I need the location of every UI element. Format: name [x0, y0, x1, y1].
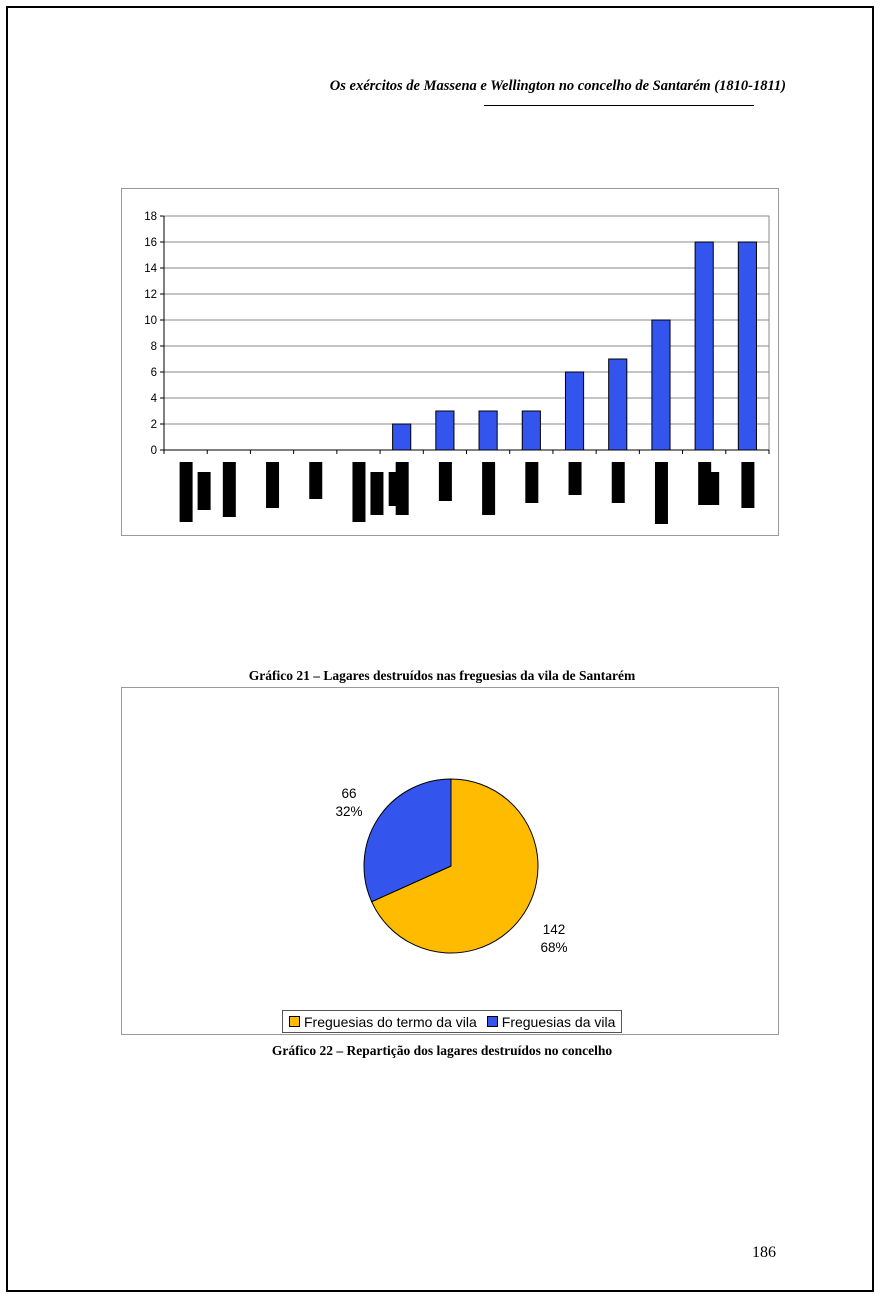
slice-percent-label: 68%: [540, 940, 568, 955]
y-tick-label: 0: [150, 445, 157, 457]
redacted-category-label: [439, 462, 452, 501]
document-page: [6, 6, 874, 1292]
bar: [609, 359, 627, 450]
slice-percent-label: 32%: [335, 804, 363, 819]
legend-label-vila: Freguesias da vila: [501, 1013, 616, 1030]
caption-chart-21: Gráfico 21 – Lagares destruídos nas freguesias da vila de Santarém: [248, 668, 636, 683]
slice-value-label: 142: [542, 922, 566, 937]
page-number: 186: [752, 1244, 776, 1261]
redacted-category-label: [370, 472, 383, 515]
legend-entry-vila: [487, 1014, 616, 1030]
bar: [522, 411, 540, 450]
bar: [565, 372, 583, 450]
caption-chart-22: Gráfico 22 – Repartição dos lagares destruídos no concelho: [271, 1043, 613, 1058]
redacted-category-label: [706, 472, 719, 505]
y-tick-label: 4: [150, 393, 157, 405]
y-tick-label: 2: [150, 419, 157, 431]
legend-swatch-termo: [289, 1016, 300, 1027]
redacted-category-label: [309, 462, 322, 499]
redacted-category-label: [223, 462, 236, 517]
y-tick-label: 8: [150, 341, 157, 353]
bar: [738, 242, 756, 450]
bar: [479, 411, 497, 450]
plot-area: [164, 216, 769, 450]
header-rule: [484, 105, 754, 106]
pie-chart-frame: [121, 687, 779, 1035]
redacted-category-label: [741, 462, 754, 508]
bar: [652, 320, 670, 450]
redacted-category-label: [525, 462, 538, 503]
pie-chart: [122, 688, 778, 1034]
bar: [436, 411, 454, 450]
bar: [695, 242, 713, 450]
redacted-category-label: [198, 472, 211, 510]
redacted-category-label: [266, 462, 279, 508]
legend-swatch-vila: [487, 1016, 498, 1027]
redacted-category-label: [569, 462, 582, 495]
pie-legend: [282, 1010, 622, 1033]
y-tick-label: 6: [150, 367, 157, 379]
redacted-category-label: [655, 462, 668, 524]
redacted-category-label: [180, 462, 193, 522]
bar-chart: [122, 189, 778, 535]
bar-chart-frame: [121, 188, 779, 536]
running-header: Os exércitos de Massena e Wellington no concelho de Santarém (1810-1811): [329, 78, 786, 94]
redacted-category-label: [389, 472, 402, 506]
redacted-category-label: [612, 462, 625, 503]
slice-value-label: 66: [341, 786, 357, 801]
y-tick-label: 18: [144, 211, 157, 223]
y-tick-label: 10: [144, 315, 157, 327]
redacted-category-label: [352, 462, 365, 522]
y-tick-label: 16: [144, 237, 157, 249]
y-tick-label: 12: [144, 289, 157, 301]
legend-entry-termo: [289, 1014, 477, 1030]
y-tick-label: 14: [144, 263, 157, 275]
legend-label-termo: Freguesias do termo da vila: [304, 1013, 477, 1030]
bar: [393, 424, 411, 450]
redacted-category-label: [482, 462, 495, 515]
